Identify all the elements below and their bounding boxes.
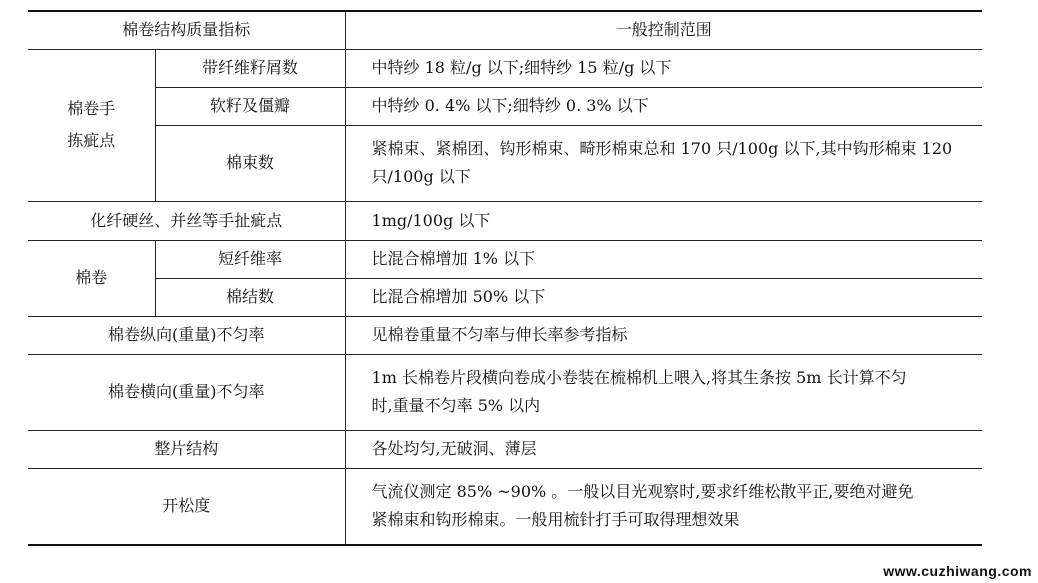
item-cell: 开松度 [28,468,345,545]
quality-spec-table [28,10,982,546]
group-label-lap: 棉卷 [28,240,155,316]
table-row [28,49,982,87]
value-cell [345,125,982,201]
group-label-hand-picked [28,49,155,201]
item-cell: 棉束数 [155,125,345,201]
item-cell: 整片结构 [28,430,345,468]
header-range: 一般控制范围 [345,11,982,49]
table-row [28,87,982,125]
item-cell: 棉结数 [155,278,345,316]
table-row [28,468,982,545]
value-cell: 比混合棉增加 1% 以下 [345,240,982,278]
value-line: 气流仪测定 85% ~90% 。一般以目光观察时,要求纤维松散平正,要绝对避免 [371,482,914,502]
table-row [28,201,982,240]
item-cell: 带纤维籽屑数 [155,49,345,87]
header-row [28,11,982,49]
value-line: 只/100g 以下 [371,167,471,186]
value-cell [345,468,982,545]
value-cell: 中特纱 18 粒/g 以下;细特纱 15 粒/g 以下 [345,49,982,87]
value-line: 紧棉束、紧棉团、钩形棉束、畸形棉束总和 170 只/100g 以下,其中钩形棉束 120 [371,139,953,158]
item-cell: 短纤维率 [155,240,345,278]
watermark: www.cuzhiwang.com [883,563,1032,579]
group-label-line: 拣疵点 [67,131,116,150]
value-cell: 比混合棉增加 50% 以下 [345,278,982,316]
item-cell: 棉卷纵向(重量)不匀率 [28,316,345,354]
table-row [28,125,982,201]
value-line: 1m 长棉卷片段横向卷成小卷装在梳棉机上喂入,将其生条按 5m 长计算不匀 [371,368,907,387]
table-row [28,278,982,316]
value-cell: 中特纱 0. 4% 以下;细特纱 0. 3% 以下 [345,87,982,125]
table-row [28,430,982,468]
value-cell: 各处均匀,无破洞、薄层 [345,430,982,468]
value-cell: 1mg/100g 以下 [345,201,982,240]
table-row [28,240,982,278]
table-row [28,316,982,354]
value-cell: 见棉卷重量不匀率与伸长率参考指标 [345,316,982,354]
header-indicator: 棉卷结构质量指标 [28,11,345,49]
table-row [28,354,982,430]
item-cell: 软籽及僵瓣 [155,87,345,125]
value-line: 时,重量不匀率 5% 以内 [371,396,541,415]
item-cell: 化纤硬丝、并丝等手扯疵点 [28,201,345,240]
group-label-line: 棉卷手 [67,99,116,118]
item-cell: 棉卷横向(重量)不匀率 [28,354,345,430]
value-cell [345,354,982,430]
value-line: 紧棉束和钩形棉束。一般用梳针打手可取得理想效果 [371,510,740,530]
